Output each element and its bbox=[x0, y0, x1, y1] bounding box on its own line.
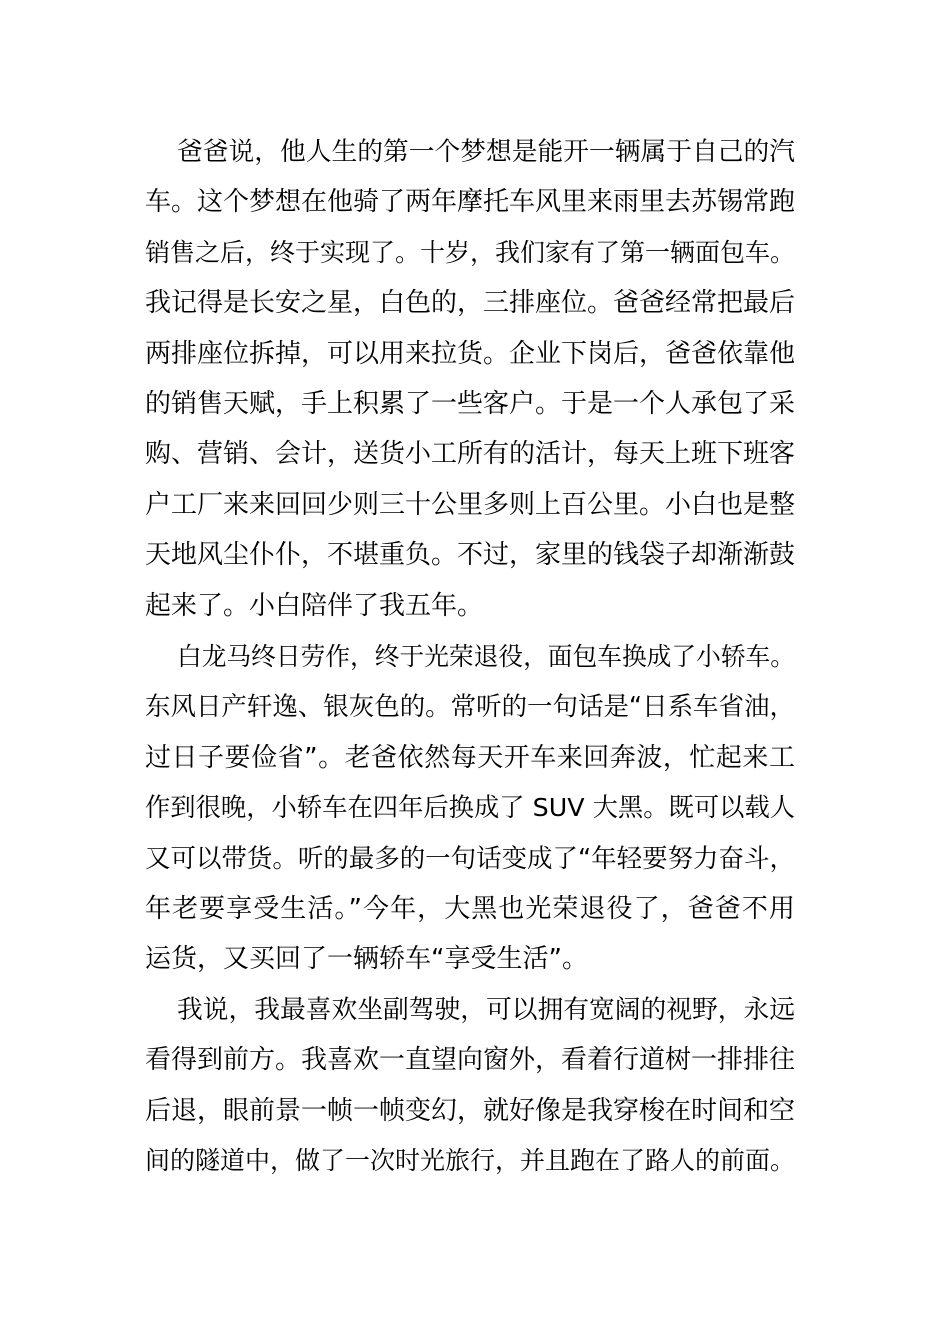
text-line: 起来了。小白陪伴了我五年。 bbox=[145, 590, 484, 621]
text-line: 过日子要俭省”。老爸依然每天开车来回奔波，忙起来工 bbox=[145, 742, 796, 773]
text-line: 看得到前方。我喜欢一直望向窗外，看着行道树一排排往 bbox=[145, 1045, 796, 1076]
text-line: 东风日产轩逸、银灰色的。常听的一句话是“日系车省油， bbox=[145, 692, 795, 723]
text-line: 年老要享受生活。”今年，大黑也光荣退役了，爸爸不用 bbox=[145, 894, 796, 924]
text-line: 车。这个梦想在他骑了两年摩托车风里来雨里去苏锡常跑 bbox=[145, 187, 796, 218]
text-line: 爸爸说，他人生的第一个梦想是能开一辆属于自己的汽 bbox=[177, 137, 795, 167]
text-line: 天地风尘仆仆，不堪重负。不过，家里的钱袋子却渐渐鼓 bbox=[145, 540, 796, 571]
text-line: 户工厂来来回回少则三十公里多则上百公里。小白也是整 bbox=[145, 489, 796, 520]
text-line: 运货，又买回了一辆轿车“享受生活”。 bbox=[145, 944, 588, 975]
text-line: 又可以带货。听的最多的一句话变成了“年轻要努力奋斗， bbox=[145, 843, 795, 874]
text-line: 白龙马终日劳作，终于光荣退役，面包车换成了小轿车。 bbox=[177, 642, 795, 671]
text-line: 作到很晚，小轿车在四年后换成了 SUV 大黑。既可以载人 bbox=[145, 793, 796, 823]
text-line: 我记得是长安之星，白色的，三排座位。爸爸经常把最后 bbox=[145, 288, 796, 319]
text-line: 后退，眼前景一帧一帧变幻，就好像是我穿梭在时间和空 bbox=[145, 1095, 796, 1126]
text-line: 两排座位拆掉，可以用来拉货。企业下岗后，爸爸依靠他 bbox=[145, 338, 796, 369]
text-line: 销售之后，终于实现了。十岁，我们家有了第一辆面包车。 bbox=[145, 237, 796, 267]
text-line: 间的隧道中，做了一次时光旅行，并且跑在了路人的前面。 bbox=[145, 1146, 796, 1176]
text-line: 的销售天赋，手上积累了一些客户。于是一个人承包了采 bbox=[145, 389, 796, 419]
text-line: 购、营销、会计，送货小工所有的活计，每天上班下班客 bbox=[145, 439, 796, 470]
text-line: 我说，我最喜欢坐副驾驶，可以拥有宽阔的视野，永远 bbox=[177, 995, 795, 1025]
